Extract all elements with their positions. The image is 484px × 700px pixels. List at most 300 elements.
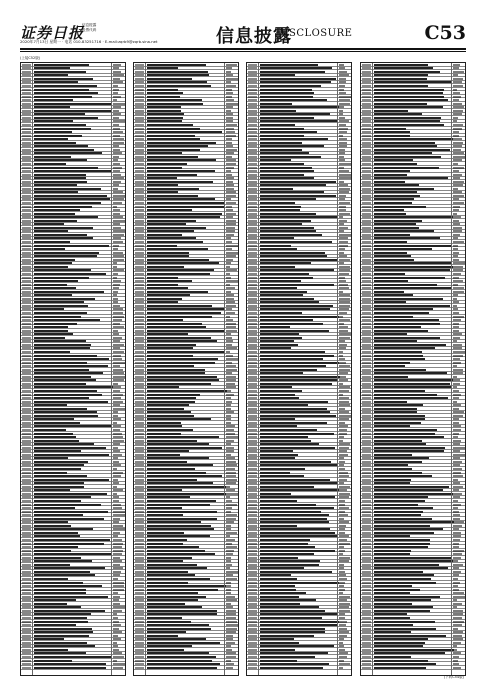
row-value-text xyxy=(339,433,347,435)
row-name-text xyxy=(260,415,336,417)
row-name-text xyxy=(260,170,314,172)
row-value-text xyxy=(113,504,121,506)
row-value-text xyxy=(226,514,237,516)
row-name-text xyxy=(34,305,88,307)
row-name-text xyxy=(374,188,434,190)
row-code-text xyxy=(135,401,144,403)
row-code-text xyxy=(135,489,144,491)
row-value-text xyxy=(453,358,460,360)
row-name-text xyxy=(34,170,112,172)
row-name-text xyxy=(147,408,184,410)
row-name-text xyxy=(260,209,300,211)
row-code-text xyxy=(22,167,31,169)
row-value-text xyxy=(453,514,460,516)
row-value-text xyxy=(453,425,461,427)
row-code-text xyxy=(248,241,257,243)
row-code-text xyxy=(248,447,257,449)
row-name-text xyxy=(147,113,184,115)
row-code-text xyxy=(248,156,257,158)
row-name-text xyxy=(147,284,178,286)
row-name-text xyxy=(374,589,420,591)
row-value-text xyxy=(113,248,118,250)
row-code-text xyxy=(362,383,371,385)
row-code-text xyxy=(22,71,31,73)
row-value-text xyxy=(453,603,462,605)
row-code-text xyxy=(362,64,371,66)
row-code-text xyxy=(22,621,31,623)
row-name-text xyxy=(147,131,222,133)
row-code-text xyxy=(362,578,371,580)
row-code-text xyxy=(135,372,144,374)
row-code-text xyxy=(362,351,371,353)
row-code-text xyxy=(362,145,371,147)
row-code-text xyxy=(22,372,31,374)
row-value-text xyxy=(453,74,458,76)
row-code-text xyxy=(135,379,144,381)
row-name-text xyxy=(260,493,291,495)
row-name-text xyxy=(260,216,338,218)
row-code-text xyxy=(362,174,371,176)
row-value-text xyxy=(453,163,458,165)
row-name-text xyxy=(147,220,196,222)
row-value-text xyxy=(226,298,234,300)
row-value-text xyxy=(339,71,347,73)
row-value-text xyxy=(453,195,464,197)
row-code-text xyxy=(22,202,31,204)
row-value-text xyxy=(113,489,123,491)
row-name-text xyxy=(374,163,417,165)
row-value-text xyxy=(113,550,123,552)
row-value-text xyxy=(339,610,350,612)
row-value-text xyxy=(113,78,120,80)
row-name-text xyxy=(34,351,70,353)
row-value-text xyxy=(339,621,347,623)
row-name-text xyxy=(34,266,68,268)
row-code-text xyxy=(22,277,31,279)
row-code-text xyxy=(362,592,371,594)
row-code-text xyxy=(135,149,144,151)
row-code-text xyxy=(135,518,144,520)
row-value-text xyxy=(453,273,461,275)
row-code-text xyxy=(135,546,144,548)
row-code-text xyxy=(135,358,144,360)
row-value-text xyxy=(113,241,123,243)
row-value-text xyxy=(339,628,347,630)
row-code-text xyxy=(22,464,31,466)
row-value-text xyxy=(113,656,124,658)
row-name-text xyxy=(147,142,216,144)
row-name-text xyxy=(147,656,216,658)
row-code-text xyxy=(362,613,371,615)
row-code-text xyxy=(362,401,371,403)
row-value-text xyxy=(453,663,459,665)
row-code-text xyxy=(362,511,371,513)
row-name-text xyxy=(147,170,215,172)
row-name-text xyxy=(260,266,295,268)
row-code-text xyxy=(22,266,31,268)
row-name-text xyxy=(34,496,91,498)
row-value-text xyxy=(226,351,230,353)
row-code-text xyxy=(248,397,257,399)
row-value-text xyxy=(453,177,460,179)
row-value-text xyxy=(453,142,463,144)
row-code-text xyxy=(135,191,144,193)
row-value-text xyxy=(226,411,234,413)
row-name-text xyxy=(147,198,215,200)
row-name-text xyxy=(374,621,435,623)
row-name-text xyxy=(34,635,89,637)
row-value-text xyxy=(226,262,231,264)
row-code-text xyxy=(135,333,144,335)
row-name-text xyxy=(260,567,304,569)
row-code-text xyxy=(362,89,371,91)
row-value-text xyxy=(226,567,230,569)
row-code-text xyxy=(248,284,257,286)
row-name-text xyxy=(34,216,98,218)
row-name-text xyxy=(260,376,340,378)
row-code-text xyxy=(135,71,144,73)
row-name-text xyxy=(374,78,427,80)
row-name-text xyxy=(260,525,297,527)
row-name-text xyxy=(34,493,107,495)
row-code-text xyxy=(248,535,257,537)
row-name-text xyxy=(374,99,448,101)
row-code-text xyxy=(362,280,371,282)
row-name-text xyxy=(260,117,314,119)
row-name-text xyxy=(260,106,339,108)
row-value-text xyxy=(226,550,234,552)
row-value-text xyxy=(339,472,348,474)
row-name-text xyxy=(374,578,431,580)
row-code-text xyxy=(22,525,31,527)
row-value-text xyxy=(339,464,344,466)
row-name-text xyxy=(260,457,295,459)
row-name-text xyxy=(374,344,446,346)
row-value-text xyxy=(226,255,236,257)
row-name-text xyxy=(374,124,444,126)
row-code-text xyxy=(362,457,371,459)
row-name-text xyxy=(374,464,408,466)
row-name-text xyxy=(374,394,437,396)
row-value-text xyxy=(113,120,125,122)
row-value-text xyxy=(453,571,461,573)
row-code-text xyxy=(135,422,144,424)
row-code-text xyxy=(362,308,371,310)
row-name-text xyxy=(34,418,74,420)
row-code-text xyxy=(248,440,257,442)
row-name-text xyxy=(34,394,102,396)
row-code-text xyxy=(135,528,144,530)
row-value-text xyxy=(453,411,464,413)
row-name-text xyxy=(260,638,294,640)
row-value-text xyxy=(339,550,345,552)
row-value-text xyxy=(113,198,124,200)
row-code-text xyxy=(135,319,144,321)
row-value-text xyxy=(113,216,123,218)
row-name-text xyxy=(374,174,407,176)
row-value-text xyxy=(453,504,461,506)
row-name-text xyxy=(374,227,419,229)
row-code-text xyxy=(362,564,371,566)
row-code-text xyxy=(248,422,257,424)
row-code-text xyxy=(22,557,31,559)
row-name-text xyxy=(260,539,310,541)
row-code-text xyxy=(135,145,144,147)
row-value-text xyxy=(339,248,345,250)
row-code-text xyxy=(135,198,144,200)
row-name-text xyxy=(147,64,206,66)
row-code-text xyxy=(22,269,31,271)
row-name-text xyxy=(260,255,327,257)
row-name-text xyxy=(374,613,407,615)
row-code-text xyxy=(362,312,371,314)
row-name-text xyxy=(374,649,454,651)
row-code-text xyxy=(362,344,371,346)
row-value-text xyxy=(226,277,231,279)
row-code-text xyxy=(22,135,31,137)
row-code-text xyxy=(135,337,144,339)
row-name-text xyxy=(374,312,429,314)
row-value-text xyxy=(113,181,121,183)
row-code-text xyxy=(362,532,371,534)
row-value-text xyxy=(113,567,123,569)
row-code-text xyxy=(362,411,371,413)
row-value-text xyxy=(453,379,460,381)
row-name-text xyxy=(34,663,106,665)
row-name-text xyxy=(147,667,217,669)
row-name-text xyxy=(34,202,101,204)
row-value-text xyxy=(226,347,237,349)
row-code-text xyxy=(362,642,371,644)
row-code-text xyxy=(22,305,31,307)
row-value-text xyxy=(226,273,230,275)
row-name-text xyxy=(374,532,434,534)
row-code-text xyxy=(135,124,144,126)
row-code-text xyxy=(362,213,371,215)
row-name-text xyxy=(147,255,189,257)
row-value-text xyxy=(113,543,123,545)
row-name-text xyxy=(374,535,410,537)
row-name-text xyxy=(260,635,314,637)
row-value-text xyxy=(113,408,125,410)
row-value-text xyxy=(113,553,122,555)
row-value-text xyxy=(453,262,465,264)
row-name-text xyxy=(260,333,299,335)
row-name-text xyxy=(147,415,194,417)
row-value-text xyxy=(113,652,122,654)
row-value-text xyxy=(453,408,459,410)
row-name-text xyxy=(374,514,421,516)
row-name-text xyxy=(147,277,178,279)
row-value-text xyxy=(453,376,457,378)
row-value-text xyxy=(339,532,345,534)
row-code-text xyxy=(248,667,257,669)
row-value-text xyxy=(339,635,347,637)
row-value-text xyxy=(339,578,347,580)
row-value-text xyxy=(113,252,123,254)
row-value-text xyxy=(226,617,236,619)
row-name-text xyxy=(260,486,314,488)
row-value-text xyxy=(113,433,122,435)
row-value-text xyxy=(453,223,460,225)
row-name-text xyxy=(260,617,322,619)
row-name-text xyxy=(147,120,182,122)
row-value-text xyxy=(339,167,344,169)
row-code-text xyxy=(248,152,257,154)
row-value-text xyxy=(339,589,345,591)
row-value-text xyxy=(113,369,123,371)
row-name-text xyxy=(147,273,210,275)
row-code-text xyxy=(362,397,371,399)
row-value-text xyxy=(453,521,464,523)
row-code-text xyxy=(135,550,144,552)
row-name-text xyxy=(260,347,291,349)
row-code-text xyxy=(22,440,31,442)
row-value-text xyxy=(226,330,237,332)
row-code-text xyxy=(248,628,257,630)
row-name-text xyxy=(374,645,423,647)
row-code-text xyxy=(135,234,144,236)
row-value-text xyxy=(339,106,344,108)
row-value-text xyxy=(339,103,350,105)
row-name-text xyxy=(260,440,311,442)
row-code-text xyxy=(248,78,257,80)
row-name-text xyxy=(147,390,227,392)
row-code-text xyxy=(22,319,31,321)
row-name-text xyxy=(147,291,208,293)
row-value-text xyxy=(113,461,119,463)
row-name-text xyxy=(260,191,324,193)
row-value-text xyxy=(113,245,119,247)
row-code-text xyxy=(362,85,371,87)
row-name-text xyxy=(374,425,410,427)
row-code-text xyxy=(135,220,144,222)
row-code-text xyxy=(135,479,144,481)
row-value-text xyxy=(339,638,344,640)
row-value-text xyxy=(453,188,458,190)
row-value-text xyxy=(339,429,347,431)
row-value-text xyxy=(226,365,236,367)
row-value-text xyxy=(339,177,351,179)
row-value-text xyxy=(453,574,459,576)
row-value-text xyxy=(453,81,462,83)
row-name-text xyxy=(147,227,206,229)
row-code-text xyxy=(248,652,257,654)
row-value-text xyxy=(339,489,347,491)
row-value-text xyxy=(226,234,234,236)
row-value-text xyxy=(113,440,124,442)
row-code-text xyxy=(362,546,371,548)
row-name-text xyxy=(374,525,430,527)
row-name-text xyxy=(260,124,295,126)
row-value-text xyxy=(453,507,458,509)
row-value-text xyxy=(453,156,465,158)
row-code-text xyxy=(135,440,144,442)
row-name-text xyxy=(374,390,425,392)
row-name-text xyxy=(260,81,331,83)
row-code-text xyxy=(248,167,257,169)
row-value-text xyxy=(226,408,231,410)
row-value-text xyxy=(339,571,345,573)
row-code-text xyxy=(135,362,144,364)
row-value-text xyxy=(226,585,231,587)
row-code-text xyxy=(248,337,257,339)
row-code-text xyxy=(248,216,257,218)
row-value-text xyxy=(113,103,125,105)
row-value-text xyxy=(453,617,462,619)
row-code-text xyxy=(22,528,31,530)
row-name-text xyxy=(374,617,410,619)
row-value-text xyxy=(226,560,231,562)
row-value-text xyxy=(226,241,232,243)
table-row xyxy=(134,666,238,670)
row-code-text xyxy=(362,390,371,392)
row-name-text xyxy=(34,631,93,633)
row-code-text xyxy=(135,248,144,250)
row-code-text xyxy=(248,592,257,594)
row-name-text xyxy=(34,355,97,357)
row-value-text xyxy=(113,436,123,438)
row-value-text xyxy=(453,645,457,647)
row-value-text xyxy=(113,191,123,193)
row-name-text xyxy=(34,110,112,112)
row-name-text xyxy=(260,461,331,463)
row-value-text xyxy=(226,301,235,303)
row-value-text xyxy=(113,610,122,612)
row-name-text xyxy=(374,184,419,186)
row-value-text xyxy=(113,209,120,211)
row-name-text xyxy=(260,582,339,584)
row-name-text xyxy=(374,660,428,662)
row-code-text xyxy=(362,117,371,119)
row-value-text xyxy=(113,96,121,98)
row-value-text xyxy=(113,337,122,339)
row-value-text xyxy=(339,252,344,254)
row-name-text xyxy=(147,213,222,215)
row-value-text xyxy=(226,156,232,158)
section-title-english: DISCLOSURE xyxy=(276,28,353,39)
row-value-text xyxy=(226,89,232,91)
row-value-text xyxy=(339,422,345,424)
row-value-text xyxy=(339,152,345,154)
row-code-text xyxy=(362,316,371,318)
row-value-text xyxy=(226,574,233,576)
row-name-text xyxy=(147,89,178,91)
row-value-text xyxy=(453,635,462,637)
row-name-text xyxy=(147,535,210,537)
row-name-text xyxy=(34,209,80,211)
row-name-text xyxy=(147,635,178,637)
row-code-text xyxy=(248,571,257,573)
row-code-text xyxy=(248,223,257,225)
row-code-text xyxy=(248,603,257,605)
row-name-text xyxy=(260,291,307,293)
row-value-text xyxy=(453,461,462,463)
row-code-text xyxy=(248,209,257,211)
row-value-text xyxy=(453,284,458,286)
row-code-text xyxy=(22,613,31,615)
row-code-text xyxy=(135,468,144,470)
row-name-text xyxy=(260,312,302,314)
row-name-text xyxy=(374,507,433,509)
row-code-text xyxy=(362,78,371,80)
row-value-text xyxy=(453,429,461,431)
row-value-text xyxy=(113,177,124,179)
row-name-text xyxy=(34,376,91,378)
row-value-text xyxy=(113,667,123,669)
row-name-text xyxy=(34,67,70,69)
row-value-text xyxy=(226,191,236,193)
